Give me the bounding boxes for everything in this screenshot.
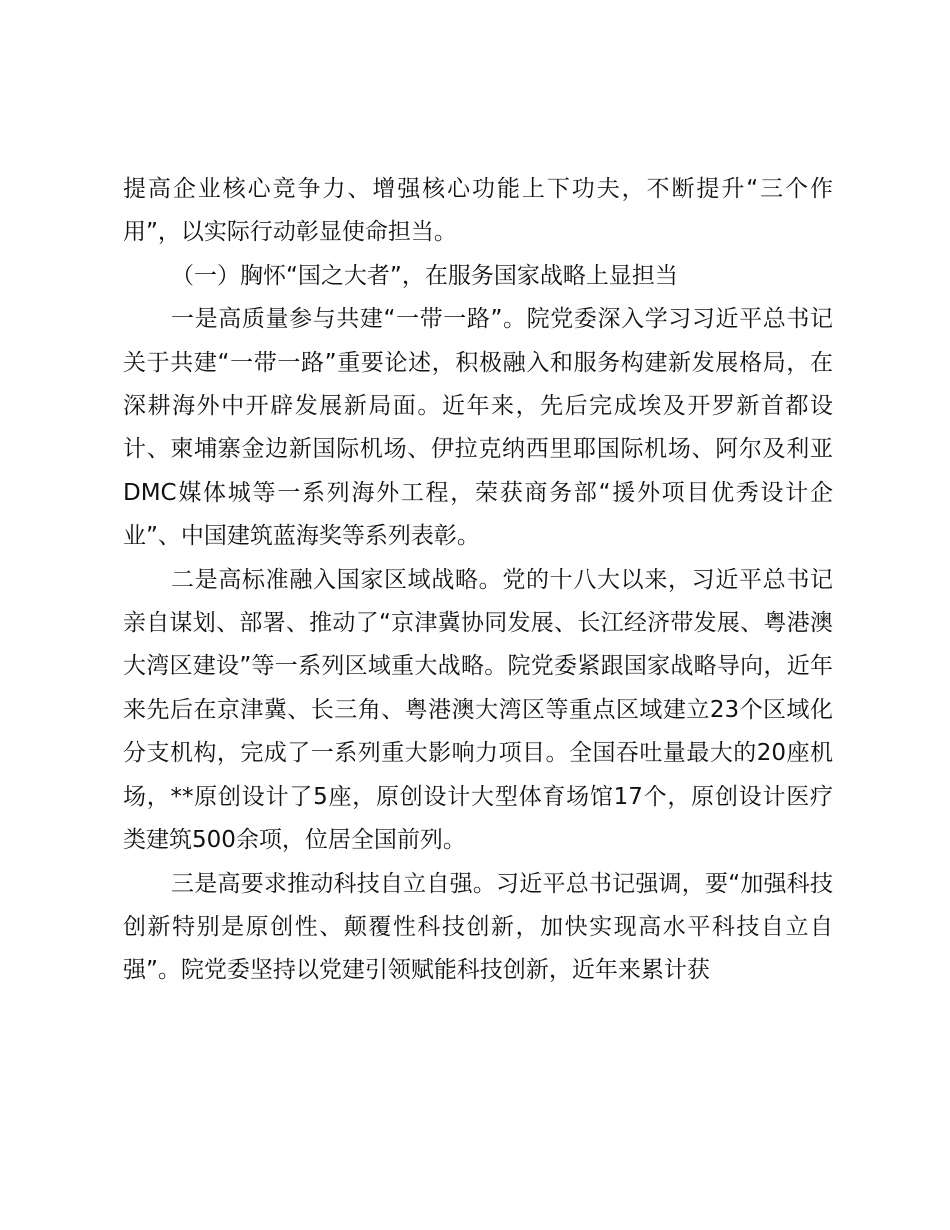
paragraph-continuation: 提高企业核心竞争力、增强核心功能上下功夫，不断提升“三个作用”，以实际行动彰显使命担当。 <box>123 176 833 246</box>
paragraph-tech-innovation: 三是高要求推动科技自立自强。习近平总书记强调，要“加强科技创新特别是原创性、颠覆性科技创新，加快实现高水平科技自立自强”。院党委坚持以党建引领赋能科技创新，近年来累计获 <box>123 870 833 984</box>
section-heading: （一）胸怀“国之大者”，在服务国家战略上显担当 <box>171 262 678 289</box>
paragraph-belt-and-road: 一是高质量参与共建“一带一路”。院党委深入学习习近平总书记关于共建“一带一路”重要论述，积极融入和服务构建新发展格局，在深耕海外中开辟发展新局面。近年来，先后完成埃及开罗新首都设计、柬埔寨金边新国际机场、伊拉克纳西里耶国际机场、阿尔及利亚DMC媒体城等一系列海外工程，荣获商务部“援外项目优秀设计企业”、中国建筑蓝海奖等系列表彰。 <box>123 306 833 550</box>
document-body <box>123 168 833 993</box>
paragraph-regional-strategy: 二是高标准融入国家区域战略。党的十八大以来，习近平总书记亲自谋划、部署、推动了“京津冀协同发展、长江经济带发展、粤港澳大湾区建设”等一系列区域重大战略。院党委紧跟国家战略导向，近年来先后在京津冀、长三角、粤港澳大湾区等重点区域建立23个区域化分支机构，完成了一系列重大影响力项目。全国吞吐量最大的20座机场，**原创设计了5座，原创设计大型体育场馆17个，原创设计医疗类建筑500余项，位居全国前列。 <box>123 566 833 854</box>
